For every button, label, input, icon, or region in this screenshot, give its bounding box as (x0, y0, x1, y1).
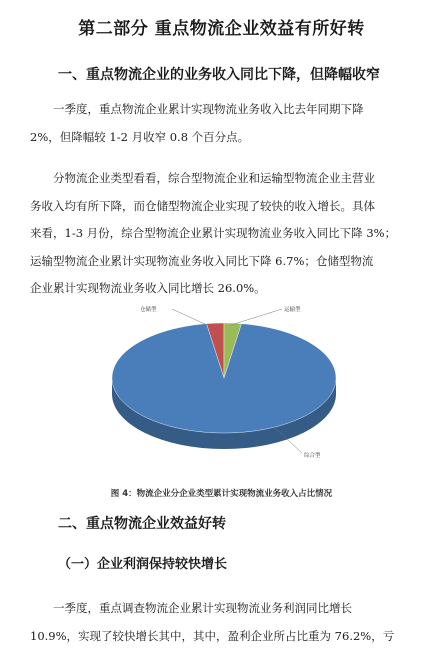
slice-label-运输型: 运输型 (284, 307, 301, 313)
section-1-paragraph-2 (30, 165, 430, 303)
text-line: 企业累计实现物流业务收入同比增长 26.0%。 (30, 281, 266, 295)
text-line: 一季度，重点调查物流企业累计实现物流业务利润同比增长 (53, 601, 352, 615)
pie-chart-svg (104, 303, 354, 478)
chart-caption: 图 4：物流企业分企业类型累计实现物流业务收入占比情况 (110, 489, 333, 499)
leader-line-仓储型 (172, 309, 207, 325)
section-2-paragraph (30, 595, 430, 650)
leader-line-运输型 (231, 309, 282, 325)
text-line: 分物流企业类型看看，综合型物流企业和运输型物流企业主营业 (53, 171, 375, 185)
page-title: 第二部分 重点物流企业效益有所好转 (78, 19, 365, 39)
text-line: 来看，1-3 月份，综合型物流企业累计实现物流业务收入同比下降 3%； (30, 226, 397, 240)
text-line: 运输型物流企业累计实现物流业务收入同比下降 6.7%；仓储型物流 (30, 253, 374, 268)
text-line: 10.9%，实现了较快增长其中，其中，盈利企业所占比重为 76.2%，亏 (30, 628, 395, 643)
text-line: 2%，但降幅较 1-2 月收窄 0.8 个百分点。 (30, 129, 250, 144)
section-2-subheading: （一）企业利润保持较快增长 (58, 557, 228, 572)
section-1-paragraph-1 (30, 96, 430, 151)
section-1-heading: 一、重点物流企业的业务收入同比下降，但降幅收窄 (58, 67, 380, 83)
slice-label-仓储型: 仓储型 (140, 307, 157, 313)
slice-label-综合型: 综合型 (304, 453, 321, 459)
section-2-heading: 二、重点物流企业效益好转 (58, 516, 226, 532)
pie-chart (104, 303, 354, 478)
text-line: 一季度，重点物流企业累计实现物流业务收入比去年同期下降 (53, 102, 364, 116)
text-line: 务收入均有所下降，而仓储型物流企业实现了较快的收入增长。具体 (30, 198, 375, 213)
